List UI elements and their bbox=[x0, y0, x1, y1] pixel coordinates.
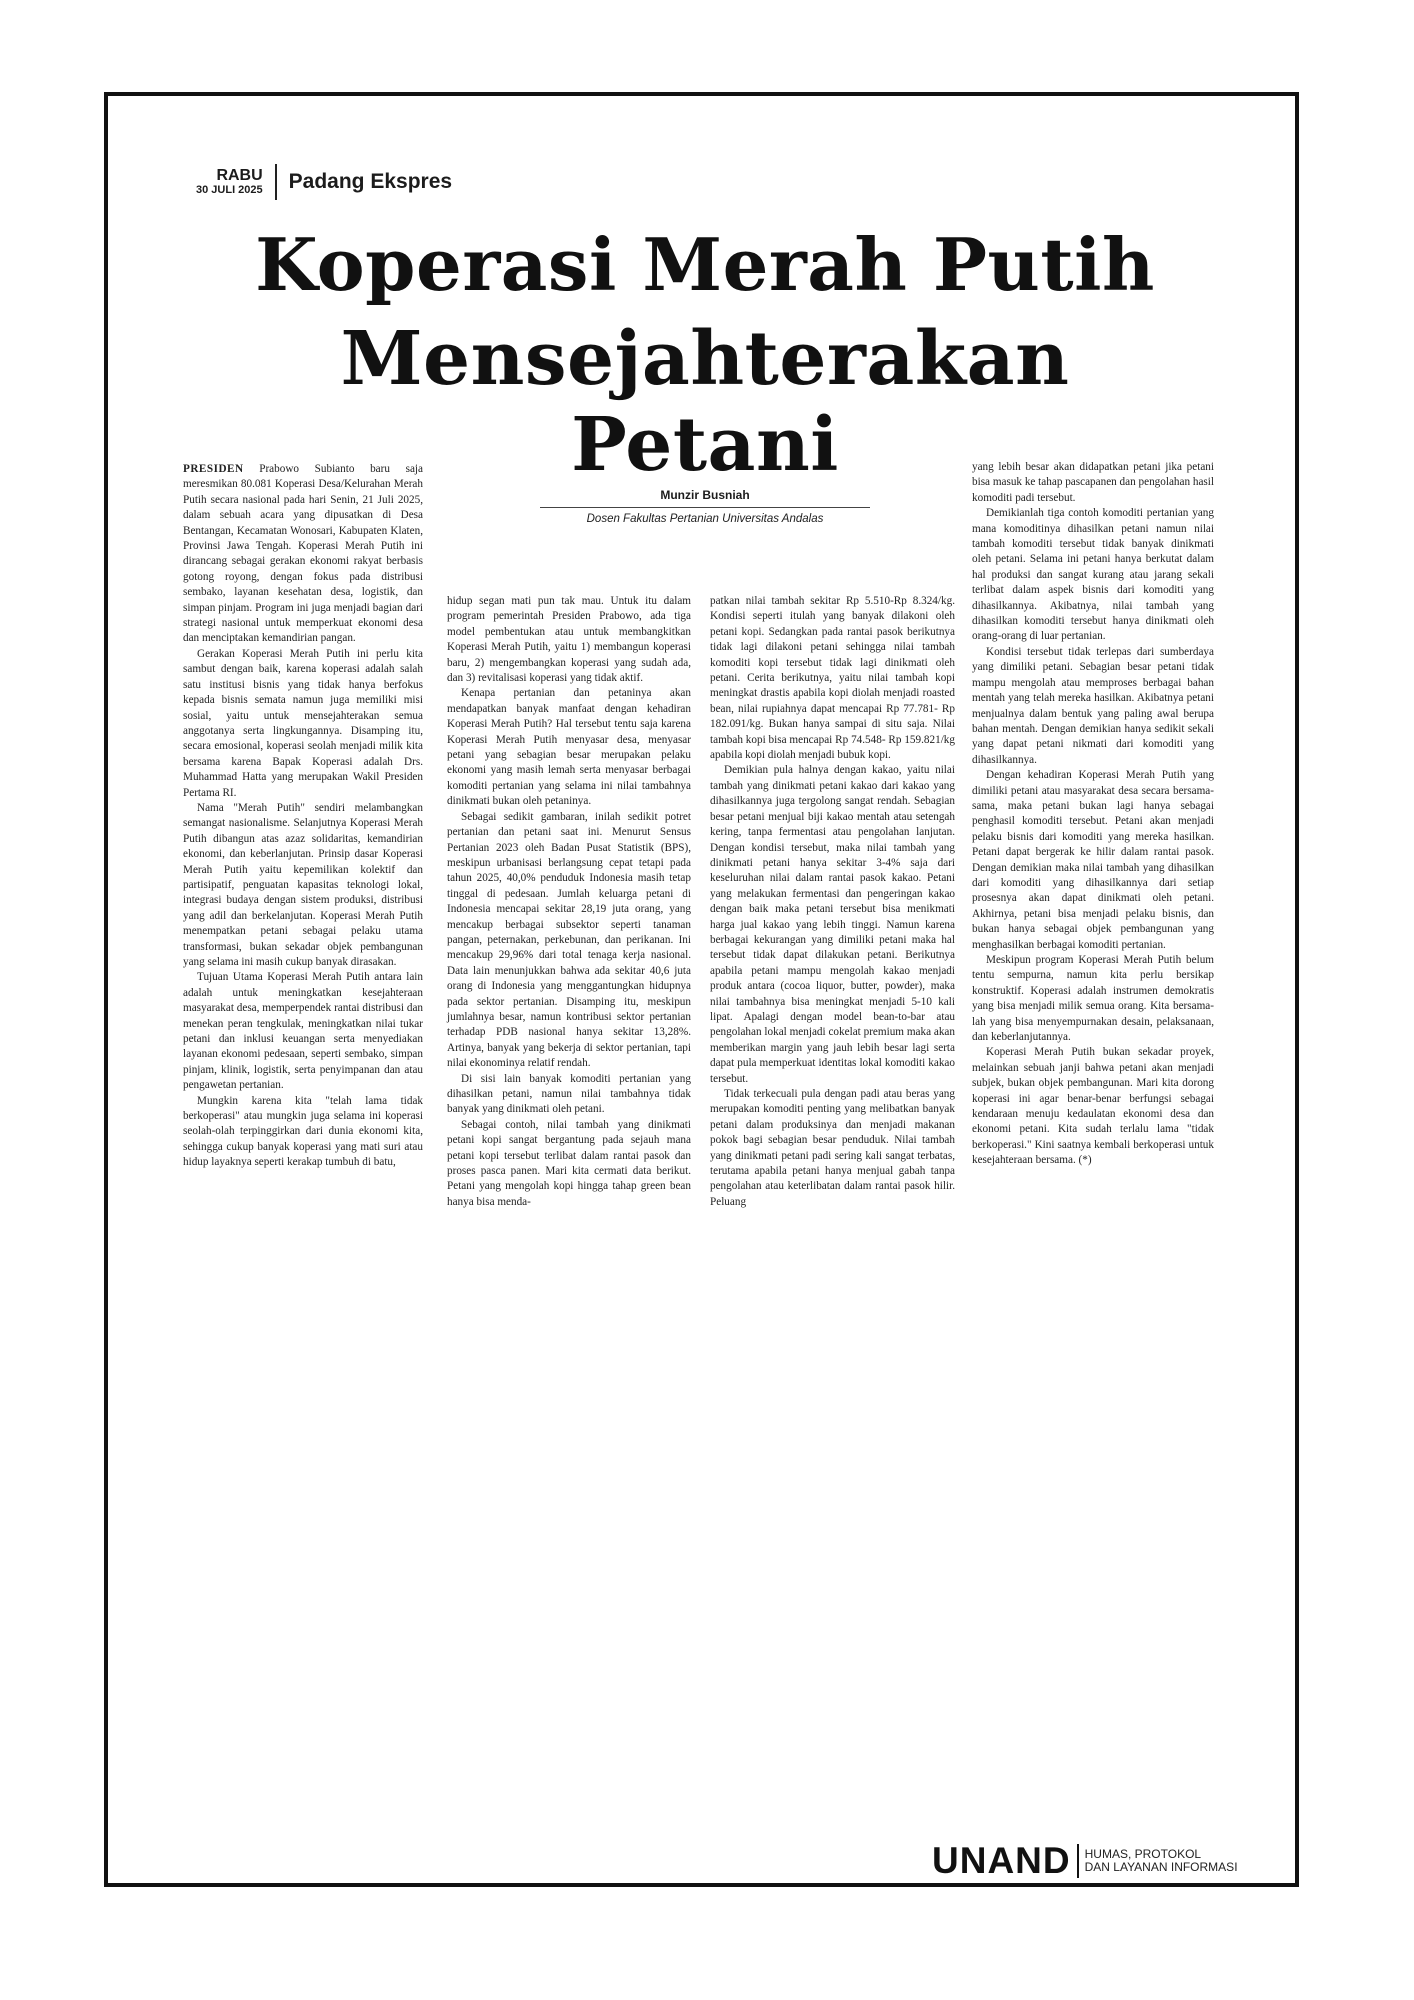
issue-day: RABU bbox=[216, 166, 263, 184]
masthead bbox=[196, 164, 452, 200]
article-paragraph: PRESIDEN Prabowo Subianto baru saja meresmikan 80.081 Koperasi Desa/Kelurahan Merah Putih secara nasional pada hari Senin, 21 Juli 2025, dalam sebuah acara yang dipusatkan di Desa Bentangan, Kecamatan Wonosari, Kabupaten Klaten, Provinsi Jawa Tengah. Koperasi Merah Putih ini dirancang sebagai gerakan ekonomi rakyat berbasis gotong royong, dengan fokus pada distribusi sembako, layanan kesehatan desa, logistik, dan simpan pinjam. Program ini juga menjadi bagian dari strategi nasional untuk memperkuat ekonomi desa dan menciptakan kemandirian pangan. bbox=[183, 463, 424, 645]
article-paragraph: Meskipun program Koperasi Merah Putih belum tentu sempurna, namun kita perlu bersikap konstruktif. Koperasi adalah instrumen demokratis yang bisa menjadi milik semua orang. Kita bersama-lah yang bisa menyempurnakan desain, pelaksanaan, dan keberlanjutannya. bbox=[972, 954, 1214, 1044]
masthead-divider bbox=[275, 164, 277, 200]
byline bbox=[540, 488, 870, 525]
headline-line-1: Koperasi Merah Putih bbox=[255, 222, 1155, 307]
issue-date-block bbox=[196, 168, 263, 196]
article-paragraph: Tujuan Utama Koperasi Merah Putih antara lain adalah untuk meningkatkan kesejahteraan masyarakat desa, memperpendek rantai distribusi dan menekan peran tengkulak, meningkatkan nilai tukar petani dan inklusi keuangan serta menyediakan layanan ekonomi pedesaan, seperti sembako, simpan pinjam, klinik, logistik, serta penyimpanan dan atau pengawetan pertanian. bbox=[183, 971, 423, 1092]
byline-rule bbox=[540, 507, 870, 508]
issue-date: 30 JULI 2025 bbox=[196, 183, 263, 196]
newspaper-name: Padang Ekspres bbox=[288, 170, 453, 193]
unit-name bbox=[1085, 1848, 1238, 1874]
article-paragraph: Nama "Merah Putih" sendiri melambangkan semangat nasionalisme. Selanjutnya Koperasi Merah Putih dibangun atas azaz solidaritas, kemandirian ekonomi, dan keberlanjutan. Prinsip dasar Koperasi Merah Putih yaitu kepemilikan kolektif dan partisipatif, penguatan kapasitas teknologi lokal, integrasi budaya dengan sistem produksi, distribusi yang adil dan berkelanjutan. Koperasi Merah Putih menempatkan petani sebagai pelaku utama transformasi, bukan sekadar objek pembangunan yang selama ini masih cukup banyak dirasakan. bbox=[183, 801, 423, 968]
article-paragraph: yang lebih besar akan didapatkan petani jika petani bisa masuk ke tahap pascapanen dan pengolahan hasil komoditi padi tersebut. bbox=[972, 461, 1215, 504]
article-column-4 bbox=[972, 460, 1214, 1169]
unit-name-line-1: HUMAS, PROTOKOL bbox=[1084, 1847, 1202, 1861]
article-paragraph: Demikian pula halnya dengan kakao, yaitu nilai tambah yang dinikmati petani kakao dari kakao yang dihasilkannya juga tergolong sangat rendah. Sebagian besar petani menjual biji kakao mentah atau setengah kering, tanpa fermentasi atau pengolahan lanjutan. Dengan kondisi tersebut, maka nilai tambah yang dinikmati petani hanya sekitar 3-4% saja dari keseluruhan nilai dalam rantai pasok kakao. Petani yang melakukan fermentasi dan pengeringan kakao dengan baik maka petani tersebut bisa menikmati harga jual kakao yang lebih tinggi. Namun karena berbagai kekurangan yang dimiliki petani maka hal tersebut tidak dapat dilakukan petani. Berikutnya apabila petani mampu mengolah kakao menjadi produk antara (cocoa liquor, butter, powder), maka nilai tambahnya bisa meningkat menjadi 5-10 kali lipat. Apalagi dengan model bean-to-bar atau pengolahan lokal menjadi cokelat premium maka akan memberikan margin yang jauh lebih besar lagi serta dapat pula memperkuat identitas lokal komoditi kakao tersebut. bbox=[710, 764, 955, 1085]
article-column-2 bbox=[447, 594, 691, 1210]
author-affiliation: Dosen Fakultas Pertanian Universitas Andalas bbox=[586, 513, 824, 525]
article-paragraph: Dengan kehadiran Koperasi Merah Putih yang dimiliki petani atau masyarakat desa secara bersama-sama, maka petani bukan lagi hanya sebagai penghasil komoditi tersebut. Petani akan menjadi pelaku bisnis dari komoditi yang mereka hasilkan. Petani dapat bergerak ke hilir dalam rantai pasok. Dengan demikian maka nilai tambah yang dihasilkan dari komoditi yang dihasilkannya dari setiap prosesnya akan dapat dinikmati oleh petani. Akhirnya, petani bisa menjadi pelaku bisnis, dan bukan hanya sebagai objek pembangunan yang menghasilkan berbagai komoditi pertanian. bbox=[972, 769, 1214, 951]
article-paragraph: hidup segan mati pun tak mau. Untuk itu dalam program pemerintah Presiden Prabowo, ada tiga model pembentukan atau untuk membangkitkan Koperasi Merah Putih, yaitu 1) membangun koperasi baru, 2) mengembangkan koperasi yang sudah ada, dan 3) revitalisasi koperasi yang tidak aktif. bbox=[447, 595, 691, 685]
article-paragraph: Demikianlah tiga contoh komoditi pertanian yang mana komoditinya dihasilkan petani namun nilai tambah komoditi tersebut tidak banyak dinikmati oleh petani. Selama ini petani hanya berkutat dalam hal produksi dan sangat kurang atau jarang sekali terlibat dalam aspek bisnis dari komoditi yang dihasilkannya. Akibatnya, nilai tambah yang dihasilkan komoditi tersebut hanya dinikmati oleh orang-orang di luar pertanian. bbox=[972, 507, 1214, 643]
article-paragraph: Gerakan Koperasi Merah Putih ini perlu kita sambut dengan baik, karena koperasi adalah salah satu institusi bisnis yang tidak hanya berfokus kepada bisnis semata namun juga memiliki misi sosial, yaitu untuk mensejahterakan semua anggotanya serta lingkungannya. Disamping itu, secara emosional, koperasi seolah menjadi milik kita bersama karena Bapak Koperasi adalah Drs. Muhammad Hatta yang merupakan Wakil Presiden Pertama RI. bbox=[183, 647, 423, 799]
footer-divider bbox=[1077, 1844, 1079, 1878]
headline-line-2: Mensejahterakan Petani bbox=[340, 316, 1070, 488]
article-column-3 bbox=[710, 594, 955, 1210]
article-paragraph: Tidak terkecuali pula dengan padi atau beras yang merupakan komoditi penting yang melibatkan banyak petani dalam produksinya dan menjadi makanan pokok bagi sebagian besar penduduk. Nilai tambah yang dinikmati petani padi sering kali sangat terbatas, terutama apabila petani hanya menjual gabah tanpa pengolahan atau keterlibatan dalam rantai pasok hilir. Peluang bbox=[710, 1088, 955, 1208]
author-name: Munzir Busniah bbox=[660, 488, 750, 502]
article-paragraph: Di sisi lain banyak komoditi pertanian yang dihasilkan petani, namun nilai tambahnya tidak banyak yang dinikmati oleh petani. bbox=[447, 1072, 691, 1116]
article-paragraph: Kondisi tersebut tidak terlepas dari sumberdaya yang dimiliki petani. Sebagian besar petani tidak mampu mengolah atau memproses berbagai bahan mentah yang telah mereka hasilkan. Akibatnya petani menjualnya dalam bentuk yang paling awal berupa bahan mentah. Dengan demikian hanya sedikit sekali yang dapat petani nikmati dari komoditi yang dihasilkannya. bbox=[972, 645, 1214, 766]
article-paragraph: Mungkin karena kita "telah lama tidak berkoperasi" atau mungkin juga selama ini koperasi seolah-olah terpinggirkan dari dunia ekonomi kita, sehingga cukup banyak koperasi yang mati suri atau hidup layaknya seperti kerakap tumbuh di batu, bbox=[183, 1094, 423, 1169]
footer-logo bbox=[932, 1840, 1238, 1882]
article-paragraph: Sebagai contoh, nilai tambah yang dinikmati petani kopi sangat bergantung pada sejauh mana petani kopi tersebut terlibat dalam rantai pasok dan proses pasca panen. Mari kita cermati data berikut. Petani yang mengolah kopi hingga tahap green bean hanya bisa menda- bbox=[447, 1118, 691, 1208]
article-paragraph: Sebagai sedikit gambaran, inilah sedikit potret pertanian dan petani saat ini. Menurut Sensus Pertanian 2023 oleh Badan Pusat Statistik (BPS), meskipun urbanisasi berlangsung cepat tetapi pada tahun 2025, 40,0% penduduk Indonesia masih tetap tinggal di pedesaan. Jumlah keluarga petani di Indonesia mencapai sekitar 28,19 juta orang, yang mencakup berbagai subsektor seperti tanaman pangan, peternakan, perkebunan, dan perikanan. Ini mencakup 29,96% dari total tenaga kerja nasional. Data lain menunjukkan bahwa ada sekitar 40,6 juta orang di Indonesia yang menggantungkan hidupnya pada sektor pertanian. Disamping itu, meskipun jumlahnya besar, namun kontribusi sektor pertanian terhadap PDB nasional hanya sekitar 13,28%. Artinya, banyak yang bekerja di sektor pertanian, tapi nilai ekonominya relatif rendah. bbox=[447, 810, 691, 1070]
unand-wordmark: UNAND bbox=[932, 1840, 1071, 1881]
article-paragraph: Kenapa pertanian dan petaninya akan mendapatkan banyak manfaat dengan kehadiran Koperasi Merah Putih? Hal tersebut tentu saja karena Koperasi Merah Putih menyasar desa, menyasar petani yang sebagian besar merupakan pelaku ekonomi yang masih lemah serta menyasar berbagai komoditi pertanian yang selama ini nilai tambahnya dinikmati bukan oleh petaninya. bbox=[447, 687, 691, 808]
article-paragraph: patkan nilai tambah sekitar Rp 5.510-Rp 8.324/kg. Kondisi seperti itulah yang banyak dilakoni oleh petani kopi. Sedangkan pada rantai pasok berikutnya tidak lagi dilakoni petani sehingga nilai tambah komoditi kopi tersebut tidak lagi dinikmati oleh petani. Cerita berikutnya, yaitu nilai tambah kopi meningkat drastis apabila kopi diolah menjadi roasted bean, nilai rupiahnya dapat mencapai Rp 77.781- Rp 182.091/kg. Bukan hanya sampai di situ saja. Nilai tambah kopi bisa mencapai Rp 74.548- Rp 159.821/kg apabila kopi diolah menjadi bubuk kopi. bbox=[710, 595, 955, 762]
article-paragraph: Koperasi Merah Putih bukan sekadar proyek, melainkan sebuah janji bahwa petani akan menjadi subjek, bukan objek pembangunan. Mari kita dorong koperasi ini agar benar-benar berfungsi sebagai kendaraan menuju kedaulatan ekonomi desa dan ekonomi petani. Kita sudah terlalu lama "tidak berkoperasi." Kini saatnya kembali berkoperasi untuk kesejahteraan bersama. (*) bbox=[972, 1046, 1214, 1167]
lead-word: PRESIDEN bbox=[183, 463, 244, 475]
article-column-1 bbox=[183, 462, 423, 1171]
unit-name-line-2: DAN LAYANAN INFORMASI bbox=[1084, 1860, 1238, 1874]
